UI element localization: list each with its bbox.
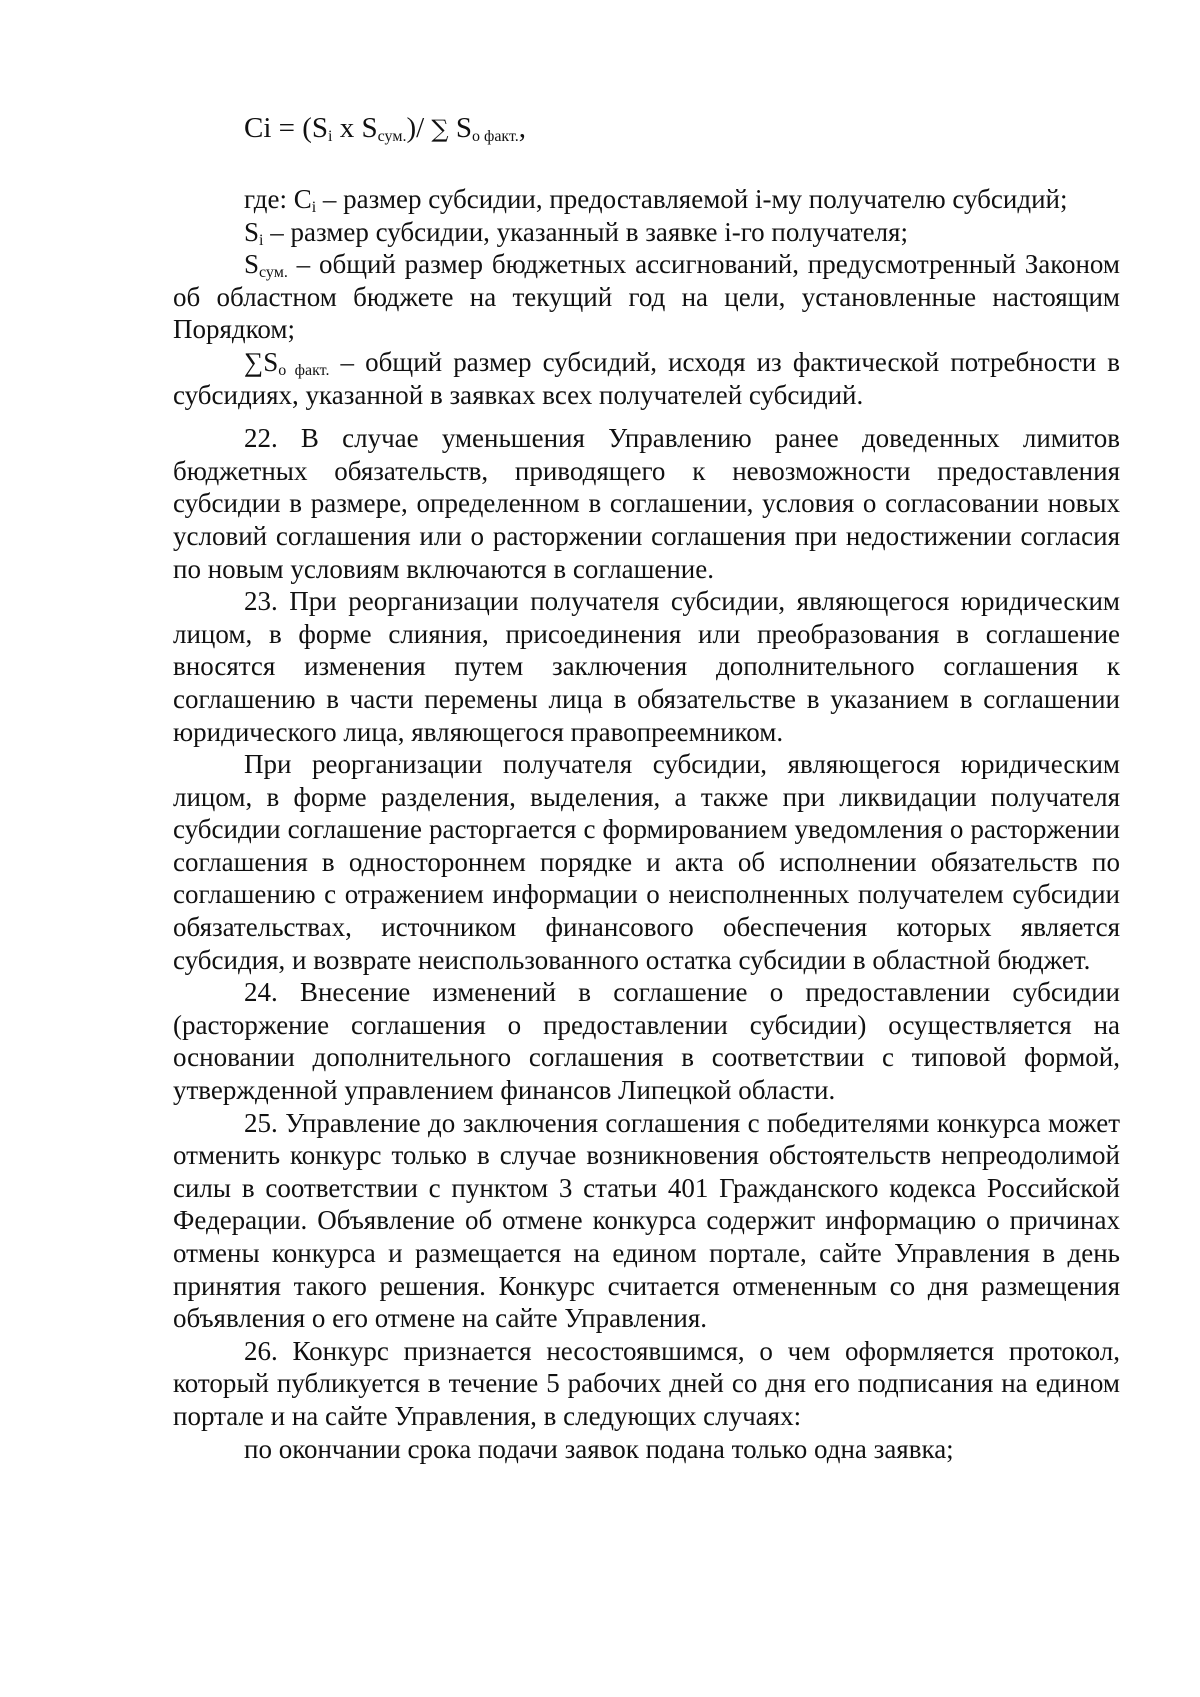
section-spacing — [173, 411, 1120, 422]
definition-ci-text: – размер субсидии, предоставляемой i-му получателю субсидий; — [316, 184, 1068, 214]
formula-subscript-fact: о факт. — [471, 128, 519, 145]
definition-ssum — [173, 248, 1120, 346]
definition-sfact — [173, 346, 1120, 411]
definition-si-text: – размер субсидии, указанный в заявке i-го получателя; — [263, 216, 908, 247]
definition-si-prefix: S — [244, 216, 260, 247]
formula-comma: , — [518, 112, 527, 144]
document-body — [173, 108, 1120, 1465]
formula-spacing — [173, 148, 1120, 183]
paragraph-24: 24. Внесение изменений в соглашение о предоставлении субсидии (расторжение соглашения о предоставлении субсидии) осуществляется на основании дополнительного соглашения в соответствии с типовой формой, утвержденной управлением финансов Липецкой области. — [173, 977, 1120, 1106]
formula-subscript-sum: сум. — [377, 128, 407, 145]
formula-s: S — [448, 112, 472, 144]
definition-ci — [173, 183, 1120, 216]
subsidy-formula — [173, 108, 1120, 148]
definition-ssum-text: – общий размер бюджетных ассигнований, предусмотренный Законом об областном бюджете на текущий год на цели, установленные настоящим Порядком; — [173, 249, 1120, 345]
definition-ci-prefix: где: C — [244, 184, 312, 214]
formula-equals-open: = (S — [271, 112, 329, 144]
definition-ssum-prefix: S — [244, 249, 260, 280]
formula-lhs: Ci — [244, 112, 272, 144]
formula-times: x S — [332, 112, 378, 144]
definition-si-subscript: i — [259, 231, 264, 249]
definition-ci-subscript: i — [311, 199, 317, 216]
sigma-symbol: ∑ — [431, 115, 449, 143]
paragraph-23-continued: При реорганизации получателя субсидии, являющегося юридическим лицом, в форме разделения, выделения, а также при ликвидации получателя субсидии соглашение расторгается с формированием уведомления о расторжении соглашения в одностороннем порядке и акта об исполнении обязательств по соглашению с отражением информации о неисполненных получателем субсидии обязательствах, источником финансового обеспечения которых является субсидия, и возврате неиспользованного остатка субсидии в областной бюджет. — [173, 749, 1120, 975]
paragraph-26-item: по окончании срока подачи заявок подана только одна заявка; — [244, 1433, 954, 1464]
paragraph-26: 26. Конкурс признается несостоявшимся, о чем оформляется протокол, который публикуется в течение 5 рабочих дней со дня его подписания на едином портале и на сайте Управления, в следующих случаях: — [173, 1335, 1120, 1431]
formula-subscript-i: i — [328, 128, 333, 145]
definition-sfact-text: – общий размер субсидий, исходя из фактической потребности в субсидиях, указанной в заявках всех получателей субсидий. — [173, 346, 1120, 410]
paragraph-25: 25. Управление до заключения соглашения с победителями конкурса может отменить конкурс только в случае возникновения обстоятельств непреодолимой силы в соответствии с пунктом 3 статьи 401 Гражданского кодекса Российской Федерации. Объявление об отмене конкурса содержит информацию о причинах отмены конкурса и размещается на едином портале, сайте Управления в день принятия такого решения. Конкурс считается отмененным со дня размещения объявления о его отмене на сайте Управления. — [173, 1107, 1120, 1334]
paragraph-22: 22. В случае уменьшения Управлению ранее доведенных лимитов бюджетных обязательств, приводящего к невозможности предоставления субсидии в размере, определенном в соглашении, условия о согласовании новых условий соглашения или о расторжении соглашения при недостижении согласия по новым условиям включаются в соглашение. — [173, 423, 1120, 584]
formula-close: )/ — [406, 112, 432, 144]
definition-sfact-subscript: о факт. — [278, 361, 330, 379]
definition-si — [173, 216, 1120, 249]
definition-ssum-subscript: сум. — [259, 264, 288, 282]
paragraph-23: 23. При реорганизации получателя субсидии, являющегося юридическим лицом, в форме слияния, присоединения или преобразования в соглашение вносятся изменения путем заключения дополнительного соглашения к соглашению в части перемены лица в обязательстве в указанием в соглашении юридического лица, являющегося правопреемником. — [173, 586, 1120, 747]
definition-sfact-prefix: ∑S — [244, 346, 279, 377]
